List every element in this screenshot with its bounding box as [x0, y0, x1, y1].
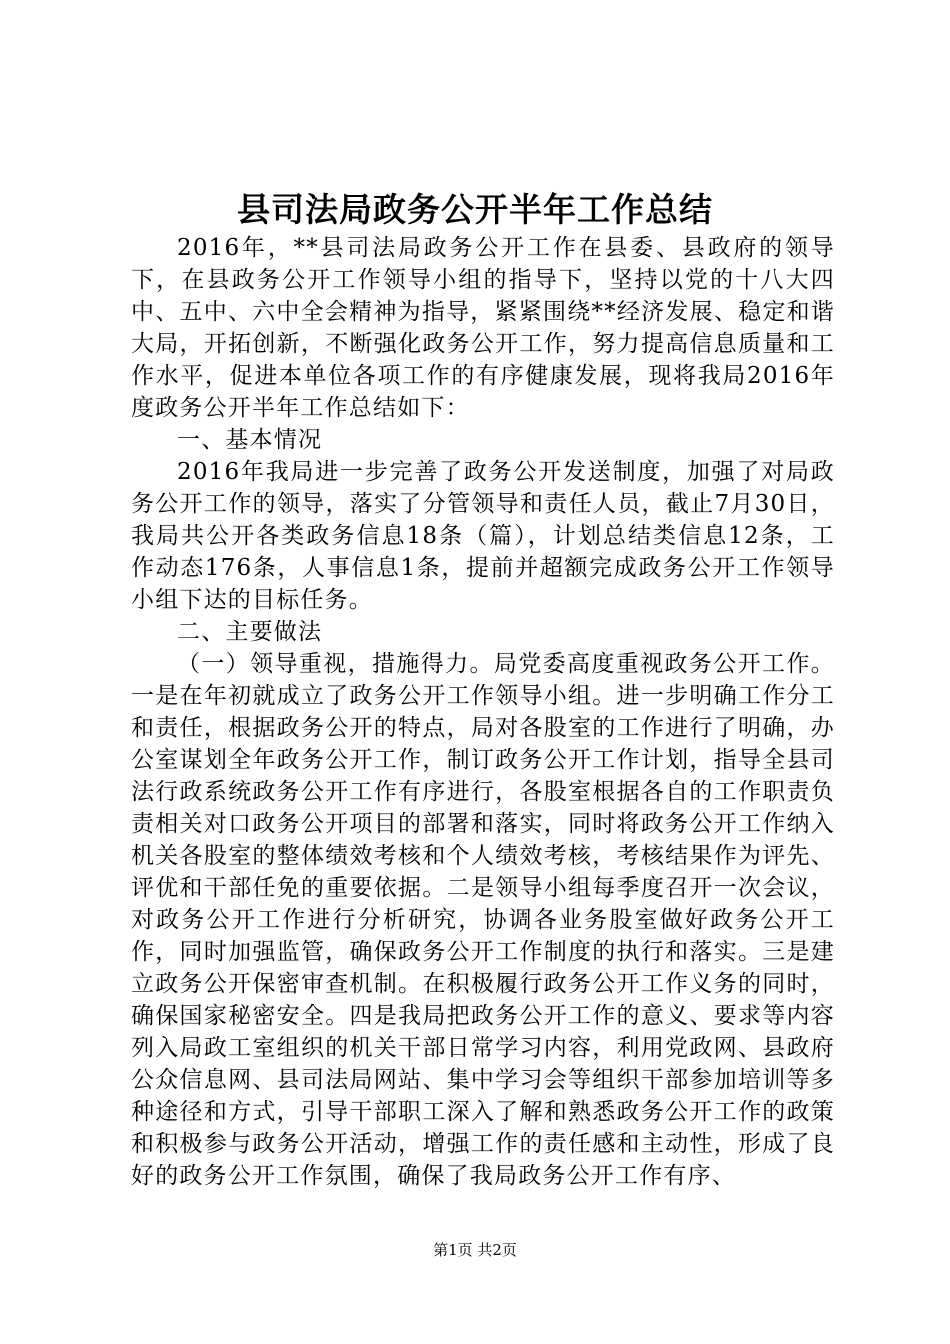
- heading-main-practices: 二、主要做法: [177, 619, 323, 645]
- heading-basic-situation: 一、基本情况: [177, 427, 323, 453]
- paragraph-basic-situation: 2016年我局进一步完善了政务公开发送制度，加强了对局政务公开工作的领导，落实了分管领导和责任人员，截止7月30日，我局共公开各类政务信息18条（篇），计划总结类信息12条，工作动态176条，人事信息1条，提前并超额完成政务公开工作领导小组下达的目标任务。: [131, 459, 835, 613]
- document-body: [131, 232, 835, 1192]
- page-title: 县司法局政务公开半年工作总结: [237, 190, 713, 229]
- page-footer: 第1页 共2页: [433, 1241, 517, 1259]
- paragraph-leadership: （一）领导重视，措施得力。局党委高度重视政务公开工作。一是在年初就成立了政务公开工作领导小组。进一步明确工作分工和责任，根据政务公开的特点，局对各股室的工作进行了明确，办公室谋划全年政务公开工作，制订政务公开工作计划，指导全县司法行政系统政务公开工作有序进行，各股室根据各自的工作职责负责相关对口政务公开项目的部署和落实，同时将政务公开工作纳入机关各股室的整体绩效考核和个人绩效考核，考核结果作为评先、评优和干部任免的重要依据。二是领导小组每季度召开一次会议，对政务公开工作进行分析研究，协调各业务股室做好政务公开工作，同时加强监管，确保政务公开工作制度的执行和落实。三是建立政务公开保密审查机制。在积极履行政务公开工作义务的同时，确保国家秘密安全。四是我局把政务公开工作的意义、要求等内容列入局政工室组织的机关干部日常学习内容，利用党政网、县政府公众信息网、县司法局网站、集中学习会等组织干部参加培训等多种途径和方式，引导干部职工深入了解和熟悉政务公开工作的政策和积极参与政务公开活动，增强工作的责任感和主动性，形成了良好的政务公开工作氛围，确保了我局政务公开工作有序、: [131, 651, 835, 1189]
- paragraph-intro: 2016年，**县司法局政务公开工作在县委、县政府的领导下，在县政务公开工作领导小组的指导下，坚持以党的十八大四中、五中、六中全会精神为指导，紧紧围绕**经济发展、稳定和谐大局，开拓创新，不断强化政务公开工作，努力提高信息质量和工作水平，促进本单位各项工作的有序健康发展，现将我局2016年度政务公开半年工作总结如下：: [131, 235, 835, 421]
